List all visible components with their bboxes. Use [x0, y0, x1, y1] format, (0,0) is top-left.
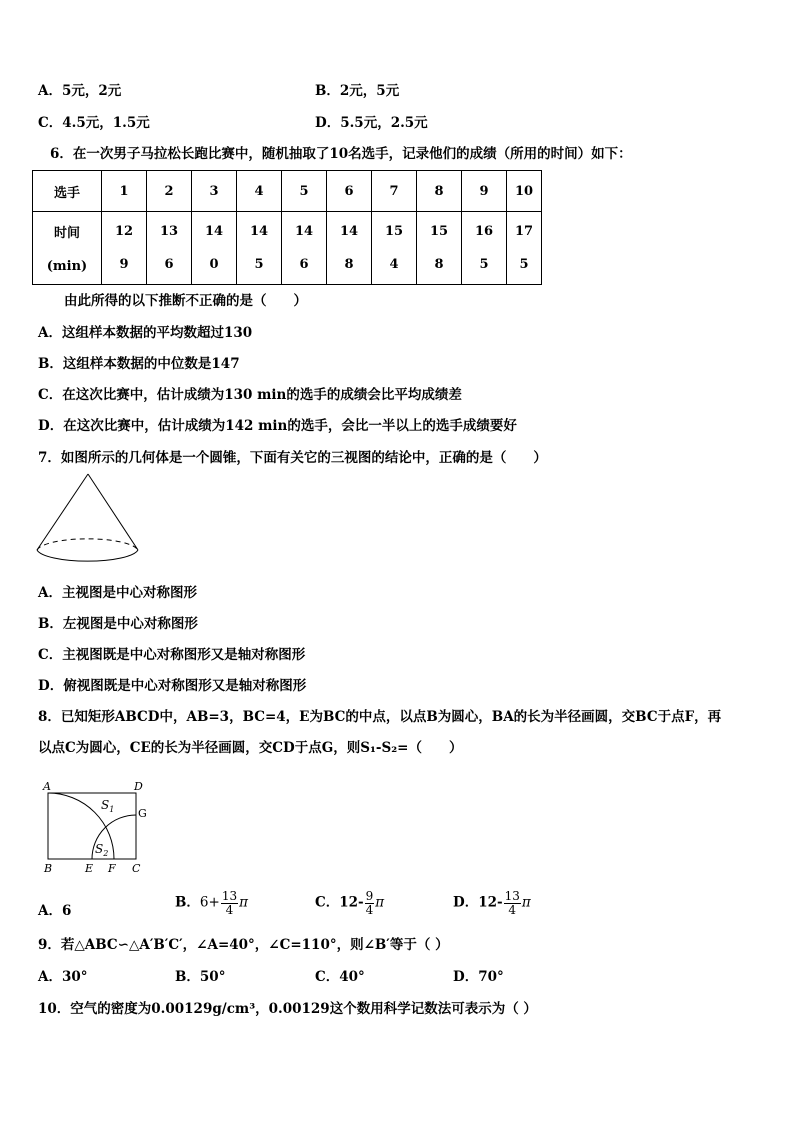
- table-cell: 3: [192, 171, 237, 212]
- q7-option-c: C．主视图既是中心对称图形又是轴对称图形: [38, 647, 306, 663]
- table-time-label-cell: [33, 212, 102, 285]
- q5-option-b: B．2元，5元: [315, 83, 400, 99]
- q9-option-c: C．40°: [315, 969, 365, 985]
- table-cell: 8: [417, 171, 462, 212]
- cone-base-front: [37, 550, 138, 561]
- label-s1: $S_1$: [101, 798, 115, 814]
- table-cell: 5: [282, 171, 327, 212]
- q6-option-d: D．在这次比赛中，估计成绩为142 min的选手，会比一半以上的选手成绩要好: [38, 418, 517, 434]
- q10-stem: 10．空气的密度为0.00129g/cm³，0.00129这个数用科学记数法可表示为（ ）: [38, 1001, 537, 1017]
- table-cell: 10: [507, 171, 542, 212]
- label-c: C: [132, 862, 141, 875]
- q6-data-table: [32, 170, 542, 285]
- q7-option-b: B．左视图是中心对称图形: [38, 616, 198, 632]
- table-cell: 4: [237, 171, 282, 212]
- table-cell: 9: [462, 171, 507, 212]
- table-cell: 14 8: [327, 212, 372, 285]
- label-e: E: [85, 862, 94, 875]
- q9-stem: 9．若△ABC∽△A′B′C′，∠A=40°，∠C=110°，则∠B′等于（ ）: [38, 937, 449, 953]
- rectangle-figure: [38, 775, 158, 880]
- cone-base-hidden: [37, 539, 138, 550]
- table-cell: 15 4: [372, 212, 417, 285]
- q7-option-a: A．主视图是中心对称图形: [38, 585, 197, 601]
- table-cell: 14 0: [192, 212, 237, 285]
- q8-stem-line2: 以点C为圆心，CE的长为半径画圆，交CD于点G，则S₁-S₂=（ ）: [38, 740, 463, 756]
- table-cell: 14 6: [282, 212, 327, 285]
- rectangle-abcd: [48, 793, 136, 859]
- q9-option-b: B．50°: [175, 969, 226, 985]
- q9-option-d: D．70°: [453, 969, 504, 985]
- q6-option-a: A．这组样本数据的平均数超过130: [38, 325, 253, 341]
- q5-option-c: C．4.5元，1.5元: [38, 115, 150, 131]
- q5-option-d: D．5.5元，2.5元: [315, 115, 428, 131]
- q6-option-b: B．这组样本数据的中位数是147: [38, 356, 240, 372]
- table-row-players: [33, 171, 542, 212]
- table-cell: 6: [327, 171, 372, 212]
- table-cell: 15 8: [417, 212, 462, 285]
- label-g: G: [138, 807, 147, 820]
- table-cell: 13 6: [147, 212, 192, 285]
- label-a: A: [43, 780, 51, 793]
- table-cell: 14 5: [237, 212, 282, 285]
- q8-option-a: A．6: [38, 903, 72, 919]
- unit-label: (min): [46, 259, 88, 274]
- label-s2: $S_2$: [95, 842, 109, 858]
- table-row-times: [33, 212, 542, 285]
- q7-option-d: D．俯视图既是中心对称图形又是轴对称图形: [38, 678, 307, 694]
- q8-option-b: B．6+ $\frac{13}{4}$ π: [175, 889, 248, 917]
- q8-option-d: D．12- $\frac{13}{4}$ π: [453, 889, 531, 917]
- table-cell: 7: [372, 171, 417, 212]
- q8-option-c: C．12- $\frac{9}{4}$ π: [315, 889, 385, 917]
- table-header-label: 选手: [33, 171, 102, 212]
- table-cell: 2: [147, 171, 192, 212]
- cone-right-edge: [88, 474, 138, 550]
- q6-stem: 6．在一次男子马拉松长跑比赛中，随机抽取了10名选手，记录他们的成绩（所用的时间）如下：: [50, 146, 632, 162]
- table-cell: 17 5: [507, 212, 542, 285]
- cone-figure: [30, 470, 150, 582]
- label-b: B: [44, 862, 53, 875]
- label-f: F: [108, 862, 116, 875]
- table-cell: 16 5: [462, 212, 507, 285]
- q9-option-a: A．30°: [38, 969, 88, 985]
- label-d: D: [134, 780, 143, 793]
- q5-option-a: A．5元，2元: [38, 83, 122, 99]
- table-cell: 1: [102, 171, 147, 212]
- time-label: 时间: [53, 226, 80, 241]
- table-cell: 12 9: [102, 212, 147, 285]
- q8-stem-line1: 8．已知矩形ABCD中，AB=3，BC=4，E为BC的中点，以点B为圆心，BA的长为半径画圆，交BC于点F，再: [38, 709, 722, 725]
- q6-prompt: 由此所得的以下推断不正确的是（ ）: [64, 293, 307, 309]
- q7-stem: 7．如图所示的几何体是一个圆锥，下面有关它的三视图的结论中，正确的是（ ）: [38, 450, 547, 466]
- q6-option-c: C．在这次比赛中，估计成绩为130 min的选手的成绩会比平均成绩差: [38, 387, 462, 403]
